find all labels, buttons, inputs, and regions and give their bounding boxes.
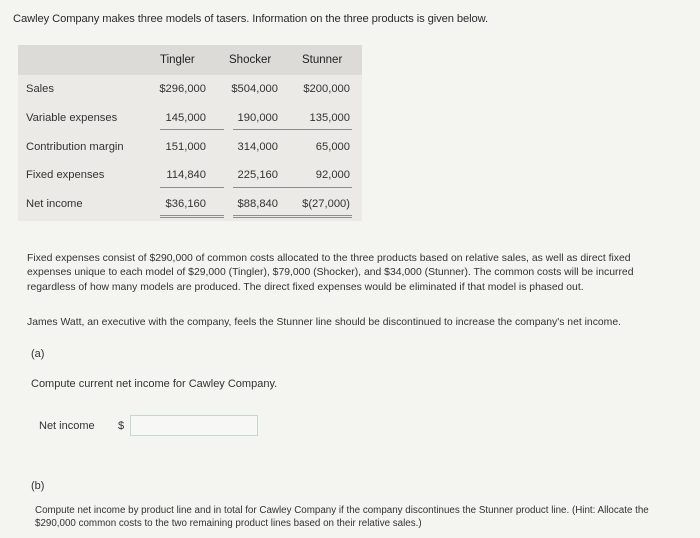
cell-variable-shocker: 190,000 (237, 112, 278, 124)
row-label-fixed-expenses: Fixed expenses (26, 169, 105, 181)
cell-fixed-tingler: 114,840 (166, 169, 206, 181)
row-label-net-income: Net income (26, 198, 83, 210)
row-label-sales: Sales (26, 83, 54, 95)
cell-fixed-shocker: 225,160 (237, 169, 278, 181)
net-income-field-label: Net income (39, 420, 95, 432)
fixed-expenses-paragraph: Fixed expenses consist of $290,000 of common costs allocated to the three products based on relative sales, as well as direct fixed expenses unique to each model of $29,000 (Tingler), $79,000 (Shocker), and $34,000 (Stunner). The common costs will be incurred regardless of how many models are produced. The direct fixed expenses would be eliminated if that model is phased out. (27, 253, 634, 293)
cell-contribution-shocker: 314,000 (237, 141, 278, 153)
cell-variable-tingler: 145,000 (165, 112, 206, 124)
cell-contribution-stunner: 65,000 (315, 141, 350, 153)
part-b-label: (b) (31, 480, 45, 492)
cell-netincome-stunner: $(27,000) (302, 198, 350, 210)
intro-text: Cawley Company makes three models of tasers. Information on the three products is given below. (13, 13, 489, 25)
row-label-variable-expenses: Variable expenses (26, 112, 118, 124)
double-underline-netincome-stunner (294, 215, 352, 218)
column-header-stunner: Stunner (302, 54, 343, 66)
cell-fixed-stunner: 92,000 (315, 169, 350, 181)
part-a-question: Compute current net income for Cawley Company. (31, 378, 278, 390)
row-label-contribution-margin: Contribution margin (26, 141, 124, 153)
part-b-question: Compute net income by product line and in total for Cawley Company if the company discontinues the Stunner product line. (Hint: Allocate the $290,000 common costs to the two remaining product lines based on their relative sales.) (35, 505, 649, 529)
james-watt-paragraph: James Watt, an executive with the company, feels the Stunner line should be discontinued to increase the company's net income. (27, 317, 622, 328)
cell-netincome-shocker: $88,840 (237, 198, 278, 210)
currency-symbol: $ (118, 420, 125, 432)
underline-variable-stunner (294, 129, 352, 130)
double-underline-netincome-shocker (233, 215, 297, 218)
cell-sales-shocker: $504,000 (231, 83, 278, 95)
cell-variable-stunner: 135,000 (309, 112, 350, 124)
underline-fixed-stunner (294, 187, 352, 188)
net-income-input[interactable] (130, 415, 258, 436)
product-table (18, 45, 362, 221)
part-a-label: (a) (31, 348, 45, 360)
column-header-tingler: Tingler (160, 54, 195, 66)
underline-fixed-tingler (160, 187, 224, 188)
underline-variable-shocker (233, 129, 297, 130)
double-underline-netincome-tingler (160, 215, 224, 218)
underline-variable-tingler (160, 129, 224, 130)
cell-sales-stunner: $200,000 (303, 83, 350, 95)
cell-contribution-tingler: 151,000 (165, 141, 206, 153)
cell-netincome-tingler: $36,160 (165, 198, 206, 210)
underline-fixed-shocker (233, 187, 297, 188)
column-header-shocker: Shocker (229, 54, 272, 66)
cell-sales-tingler: $296,000 (159, 83, 206, 95)
